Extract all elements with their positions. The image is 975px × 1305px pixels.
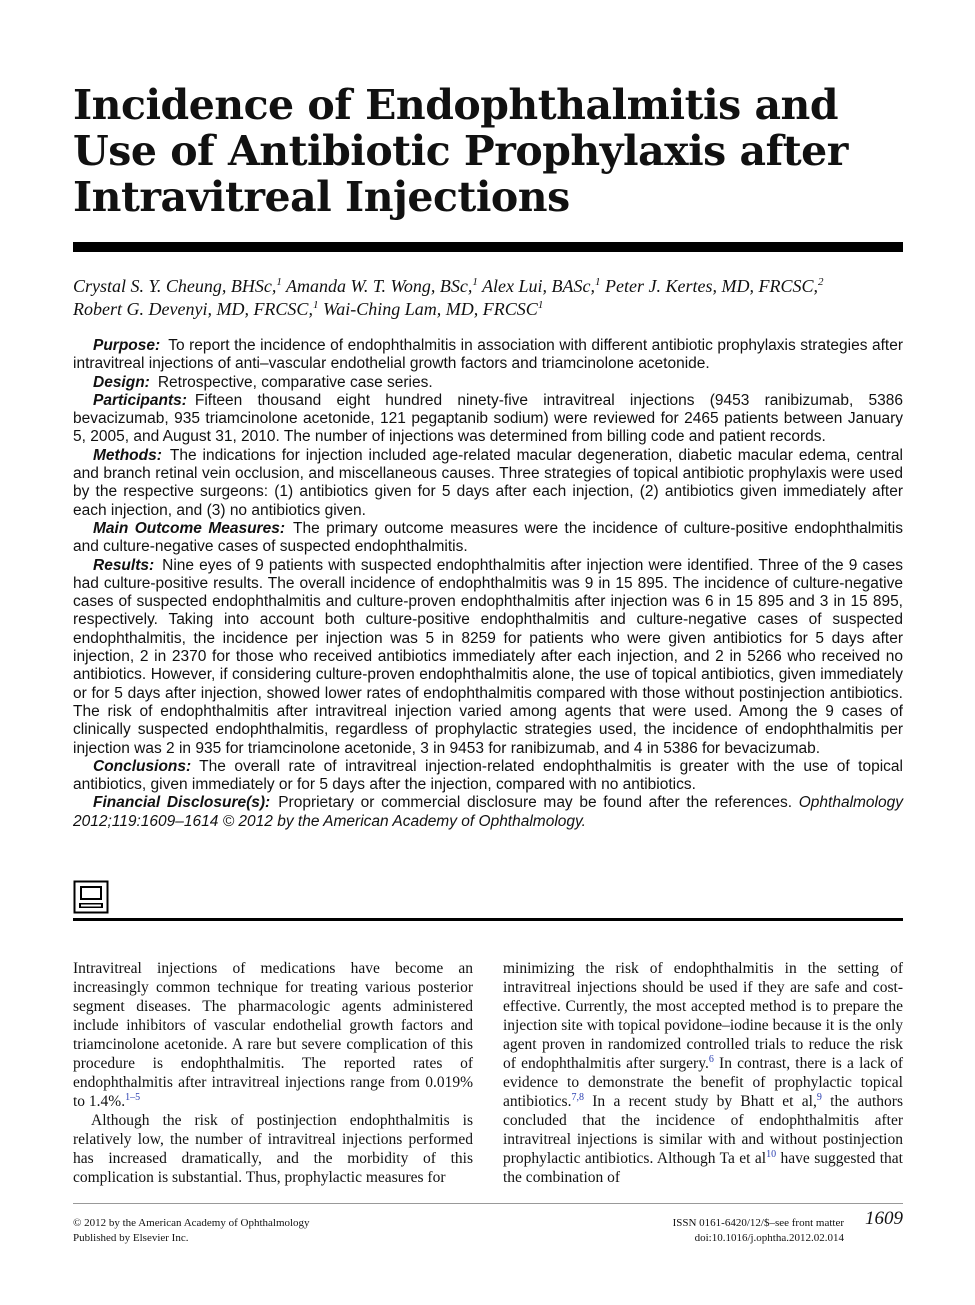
section-text: The indications for injection included age-related macular degeneration, diabetic macular edema, central and branch retinal vein occlusion, and miscellaneous causes. Three strategies of topical antibiotic prophylaxis were used by the respective surgeons: (1) antibiotics given for 5 days after each injection, (2) antibiotics given immediately after each injection, and (3) no antibiotics given. [73, 446, 903, 519]
paragraph-text: Intravitreal injections of medications have become an increasingly common technique for treating various posterior segment diseases. The pharmacologic agents administered include inhibitors of vascular endothelial growth factors and triamcinolone acetonide. A rare but severe complication of this procedure is endophthalmitis. The reported rates of endophthalmitis after intravitreal injections range from 0.019% to 1.4%. [73, 960, 473, 1110]
section-label: Purpose: [93, 337, 161, 354]
section-text: To report the incidence of endophthalmitis in association with different antibiotic prophylaxis strategies after intravitreal injections of anti–vascular endothelial growth factors and triamcinolone acetonide. [73, 337, 903, 373]
journal-citation: Ophthalmology 2012;119:1609–1614 © 2012 by the American Academy of Ophthalmology. [73, 794, 903, 830]
author-name: Wai-Ching Lam, MD, FRCSC [322, 299, 538, 319]
author-name: Peter J. Kertes, MD, FRCSC, [605, 276, 818, 296]
body-column-left [73, 959, 473, 1187]
title-divider [73, 242, 903, 252]
abstract-participants [73, 392, 903, 447]
footer-right [560, 1216, 844, 1246]
author-affiliation: 1 [537, 299, 544, 311]
section-label: Conclusions: [93, 757, 192, 775]
author-affiliation: 1 [472, 276, 478, 288]
section-text: The primary outcome measures were the incidence of culture-positive endophthalmitis and culture-negative cases of suspected endophthalmitis. [73, 519, 903, 556]
reference-link[interactable]: 6 [708, 1053, 714, 1065]
abstract-divider [73, 918, 903, 921]
abstract-results [73, 557, 903, 758]
body-paragraph [73, 959, 473, 1111]
section-text: Proprietary or commercial disclosure may be found after the references. [278, 794, 793, 812]
body-paragraph [503, 959, 903, 1187]
author-affiliation: 1 [312, 299, 319, 311]
author-affiliation: 1 [595, 276, 601, 288]
author-affiliation: 1 [276, 276, 282, 288]
publisher-line: Published by Elsevier Inc. [73, 1232, 189, 1244]
section-label: Design: [93, 373, 150, 391]
abstract-methods [73, 447, 903, 520]
section-text: Fifteen thousand eight hundred ninety-five intravitreal injections (9453 ranibizumab, 5386 bevacizumab, 935 triamcinolone acetonide, 121 pegaptanib sodium) were reviewed for 2465 patients between January 5, 2005, and August 31, 2010. The number of injections was determined from billing code and patient records. [73, 391, 903, 446]
copyright-line: © 2012 by the American Academy of Ophthalmology [73, 1217, 310, 1229]
reference-link[interactable]: 1–5 [125, 1091, 141, 1103]
abstract [73, 337, 903, 831]
author-affiliation: 2 [818, 276, 824, 288]
section-label: Methods: [93, 446, 162, 464]
abstract-outcomes [73, 520, 903, 557]
section-text: Nine eyes of 9 patients with suspected endophthalmitis after injection were identified. Three of the 9 cases had culture-positive results. The overall incidence of endophthalmitis was 9 in 15 895. The incidence of culture-negative cases of suspected endophthalmitis and culture-proven endophthalmitis after injection was 6 in 15 895 and 3 in 15 895, respectively. Taking into account both culture-positive endophthalmitis and culture-negative cases of suspected endophthalmitis, the incidence per injection was 5 in 8259 for patients who were given antibiotics for 5 days after injection, 2 in 2370 for those who received antibiotics immediately after each injection, and 2 in 5266 who received no antibiotics. However, if considering culture-proven endophthalmitis alone, the use of topical antibiotics, given immediately or for 5 days after injection, showed lower rates of endophthalmitis compared with those without postinjection antibiotics. The risk of endophthalmitis after intravitreal injection varied among agents that were used. Among the 9 cases of clinically suspected endophthalmitis, regardless of prophylactic strategies used, the incidence of endophthalmitis per injection was 2 in 935 for triamcinolone acetonide, 3 in 9453 for ranibizumab, and 4 in 5386 for bevacizumab. [73, 556, 903, 757]
paragraph-text: In contrast, there is a lack of evidence to demonstrate the benefit of prophylactic topical antibiotics. [503, 1055, 903, 1110]
issn-line: ISSN 0161-6420/12/$–see front matter [672, 1217, 844, 1229]
section-label: Main Outcome Measures: [93, 519, 285, 537]
paragraph-text: minimizing the risk of endophthalmitis in the setting of intravitreal injections should be used if they are safe and cost-effective. Currently, the most accepted method is to prepare the injection site with topical povidone–iodine because it is the only agent proven in randomized controlled trials to reduce the risk of endophthalmitis after surgery. [503, 960, 903, 1072]
doi-line: doi:10.1016/j.ophtha.2012.02.014 [694, 1232, 844, 1244]
author-name: Robert G. Devenyi, MD, FRCSC, [73, 299, 313, 319]
paragraph-text: the authors concluded that the incidence of endophthalmitis after intravitreal injections is similar with and without postinjection prophylactic antibiotics. Although Ta et al [503, 1093, 903, 1167]
abstract-conclusions [73, 758, 903, 795]
section-label: Financial Disclosure(s): [93, 794, 271, 812]
abstract-disclosure [73, 794, 903, 831]
reference-link[interactable]: 9 [816, 1091, 822, 1103]
footer-divider [73, 1203, 903, 1204]
footer-left [73, 1216, 310, 1246]
section-label: Results: [93, 556, 155, 574]
computer-monitor-icon[interactable] [73, 880, 109, 914]
author-list [73, 275, 903, 321]
page-number: 1609 [865, 1208, 903, 1229]
section-label: Participants: [93, 391, 187, 409]
abstract-purpose [73, 337, 903, 374]
author-name: Alex Lui, BASc, [482, 276, 596, 296]
body-paragraph: Although the risk of postinjection endophthalmitis is relatively low, the number of intravitreal injections performed has increased dramatically, and the morbidity of this complication is substantial. Thus, prophylactic measures for [73, 1112, 473, 1186]
reference-link[interactable]: 10 [766, 1148, 777, 1160]
reference-link[interactable]: 7,8 [571, 1091, 584, 1103]
author-name: Crystal S. Y. Cheung, BHSc, [73, 276, 277, 296]
body-column-right [503, 959, 903, 1187]
paragraph-text: have suggested that the combination of [503, 1150, 903, 1186]
article-title: Incidence of Endophthalmitis and Use of Antibiotic Prophylaxis after Intravitreal Injections [73, 81, 848, 221]
author-name: Amanda W. T. Wong, BSc, [286, 276, 473, 296]
section-text: The overall rate of intravitreal injection-related endophthalmitis is greater with the use of topical antibiotics, given immediately or for 5 days after the injection, compared with no antibiotics. [73, 757, 903, 794]
abstract-design [73, 374, 903, 392]
paragraph-text: In a recent study by Bhatt et al, [583, 1093, 817, 1110]
section-text: Retrospective, comparative case series. [157, 373, 433, 391]
